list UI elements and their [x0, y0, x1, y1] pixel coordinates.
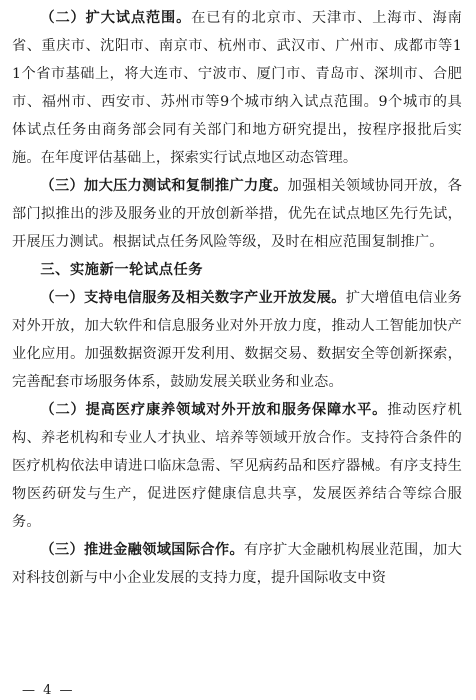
paragraph-lead: （二）扩大试点范围。 [40, 10, 192, 26]
section-heading: 三、实施新一轮试点任务 [40, 262, 204, 278]
paragraph-body: 推动医疗机构、养老机构和专业人才执业、培养等领域开放合作。支持符合条件的医疗机构依法申请进口临床急需、罕见病药品和医疗器械。有序支持生物医药研发与生产，促进医疗健康信息共享，发展医养结合等综合服务。 [12, 402, 462, 530]
paragraph-body: 扩大增值电信业务对外开放，加大软件和信息服务业对外开放力度，推动人工智能加快产业化应用。加强数据资源开发利用、数据交易、数据安全等创新探索，完善配套市场服务体系，鼓励发展关联业务和业态。 [12, 290, 463, 390]
paragraph-lead: （三）加大压力测试和复制推广力度。 [40, 178, 288, 194]
paragraph-body: 在已有的北京市、天津市、上海市、海南省、重庆市、沈阳市、南京市、杭州市、武汉市、广州市、成都市等11个省市基础上，将大连市、宁波市、厦门市、青岛市、深圳市、合肥市、福州市、西安市、苏州市等9个城市纳入试点范围。9个城市的具体试点任务由商务部会同有关部门和地方研究提出，按程序报批后实施。在年度评估基础上，探索实行试点地区动态管理。 [12, 10, 462, 166]
paragraph-expand-pilot-scope [12, 4, 462, 172]
paragraph-body: 加强相关领域协同开放，各部门拟推出的涉及服务业的开放创新举措，优先在试点地区先行先试，开展压力测试。根据试点任务风险等级，及时在相应范围复制推广。 [12, 178, 463, 250]
paragraph-lead: （二）提高医疗康养领域对外开放和服务保障水平。 [40, 402, 388, 418]
paragraph-finance [12, 536, 462, 592]
paragraph-body: 有序扩大金融机构展业范围，加大对科技创新与中小企业发展的支持力度，提升国际收支中资 [12, 542, 462, 586]
paragraph-stress-test [12, 172, 462, 256]
paragraph-medical [12, 396, 462, 536]
paragraph-lead: （一）支持电信服务及相关数字产业开放发展。 [40, 290, 346, 306]
page-number: — 4 — [22, 683, 75, 698]
paragraph-telecom [12, 284, 462, 396]
paragraph-lead: （三）推进金融领域国际合作。 [40, 542, 244, 558]
